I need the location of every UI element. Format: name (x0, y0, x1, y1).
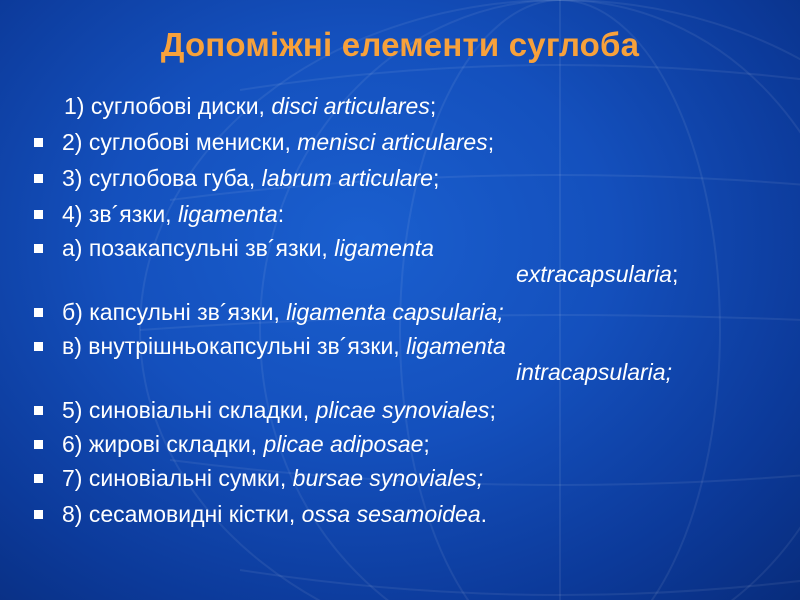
bullet-icon (34, 210, 43, 219)
item-latin: ligamenta capsularia; (286, 299, 504, 325)
item-text: 4) зв´язки, (62, 201, 178, 227)
item-text: 1) суглобові диски, (64, 93, 272, 119)
bullet-icon (34, 342, 43, 351)
item-latin: ligamenta (406, 333, 506, 359)
item-end: ; (429, 93, 437, 119)
item-end: ; (423, 431, 430, 457)
bullet-icon (34, 510, 43, 519)
item-text: б) капсульні зв´язки, (62, 299, 287, 325)
item-latin: labrum articulare (261, 165, 433, 191)
item-text: 2) суглобові мениски, (62, 129, 298, 155)
item-latin: plicae synoviales (315, 397, 490, 423)
item-latin: disci articulares (271, 93, 430, 119)
item-text: 7) синовіальні сумки, (62, 465, 293, 491)
item-end: : (277, 201, 285, 227)
bullet-icon (34, 138, 43, 147)
item-latin: ossa sesamoidea (301, 501, 481, 527)
item-latin: ligamenta (177, 201, 278, 227)
item-text: а) позакапсульні зв´язки, (62, 235, 335, 261)
item-end: ; (671, 261, 679, 287)
item-latin: menisci articulares (297, 129, 488, 155)
item-end: . (480, 501, 488, 527)
item-end: ; (487, 129, 495, 155)
item-latin: ligamenta (334, 235, 434, 261)
item-text: 5) синовіальні складки, (62, 397, 316, 423)
item-latin: plicae adiposae (263, 431, 424, 457)
bullet-icon (34, 440, 43, 449)
item-latin-continuation: extracapsularia (516, 261, 672, 287)
item-text: 6) жирові складки, (62, 431, 264, 457)
slide-title: Допоміжні елементи суглоба (160, 26, 640, 63)
bullet-icon (34, 174, 43, 183)
item-end: ; (489, 397, 496, 423)
item-text: 3) суглобова губа, (62, 165, 262, 191)
item-latin: bursae synoviales; (292, 465, 484, 491)
bullet-icon (34, 308, 43, 317)
bullet-icon (34, 406, 43, 415)
bullet-icon (34, 474, 43, 483)
item-latin-continuation: intracapsularia; (516, 359, 672, 385)
bullet-icon (34, 244, 43, 253)
item-text: в) внутрішньокапсульні зв´язки, (62, 333, 407, 359)
item-end: ; (432, 165, 440, 191)
item-text: 8) сесамовидні кістки, (62, 501, 302, 527)
